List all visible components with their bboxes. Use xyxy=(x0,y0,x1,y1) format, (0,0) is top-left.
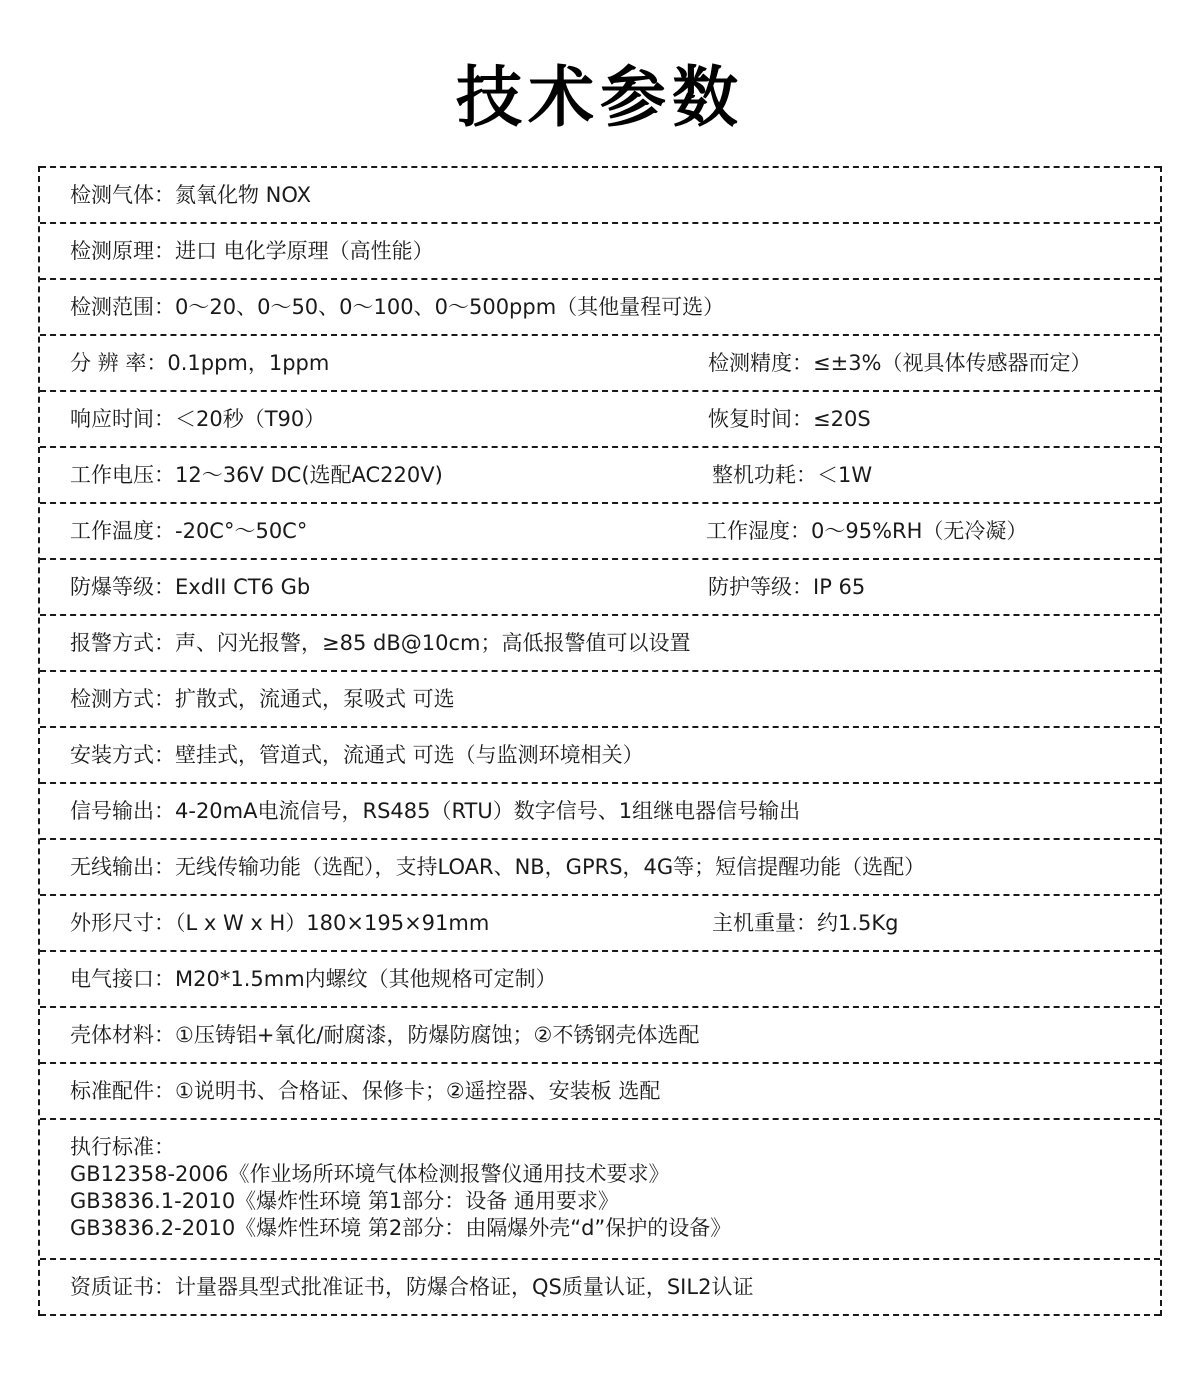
spec-table xyxy=(38,166,1162,1316)
spec-recovery-time: 恢复时间：≤20S xyxy=(708,407,871,431)
spec-resolution: 分 辨 率：0.1ppm，1ppm xyxy=(70,351,330,375)
page-title: 技术参数 xyxy=(456,59,744,136)
spec-detect-range: 检测范围：0～20、0～50、0～100、0～500ppm（其他量程可选） xyxy=(70,295,725,319)
spec-row xyxy=(40,1258,1160,1316)
spec-row xyxy=(40,950,1160,1006)
spec-row xyxy=(40,614,1160,670)
spec-row xyxy=(40,558,1160,614)
spec-row xyxy=(40,446,1160,502)
spec-row xyxy=(40,1062,1160,1118)
spec-row xyxy=(40,838,1160,894)
spec-response-time: 响应时间：＜20秒（T90） xyxy=(70,407,326,431)
spec-protection-grade: 防护等级：IP 65 xyxy=(708,575,866,599)
spec-explosion-grade: 防爆等级：ExdII CT6 Gb xyxy=(70,575,311,599)
spec-detect-principle: 检测原理：进口 电化学原理（高性能） xyxy=(70,239,434,263)
spec-weight: 主机重量：约1.5Kg xyxy=(712,911,899,935)
spec-power: 整机功耗：＜1W xyxy=(712,463,873,487)
spec-dimensions: 外形尺寸：（L x W x H）180×195×91mm xyxy=(70,911,490,935)
standards-line: GB3836.1-2010《爆炸性环境 第1部分：设备 通用要求》 xyxy=(70,1189,619,1213)
standards-label: 执行标准： xyxy=(70,1135,175,1159)
spec-standard-accessories: 标准配件：①说明书、合格证、保修卡；②遥控器、安装板 选配 xyxy=(70,1079,661,1103)
spec-row xyxy=(40,670,1160,726)
spec-wireless-output: 无线输出：无线传输功能（选配），支持LOAR、NB，GPRS，4G等；短信提醒功能（选配） xyxy=(70,855,926,879)
spec-alarm-mode: 报警方式：声、闪光报警，≥85 dB@10cm；高低报警值可以设置 xyxy=(70,631,691,655)
spec-detect-gas: 检测气体：氮氧化物 NOX xyxy=(70,183,311,207)
spec-install-mode: 安装方式：壁挂式，管道式，流通式 可选（与监测环境相关） xyxy=(70,743,644,767)
spec-housing-material: 壳体材料：①压铸铝+氧化/耐腐漆，防爆防腐蚀；②不锈钢壳体选配 xyxy=(70,1023,700,1047)
standards-block xyxy=(70,1134,731,1242)
spec-row xyxy=(40,726,1160,782)
spec-row xyxy=(40,894,1160,950)
spec-humidity: 工作湿度：0～95%RH（无冷凝） xyxy=(706,519,1028,543)
spec-row xyxy=(40,390,1160,446)
spec-row xyxy=(40,334,1160,390)
spec-signal-output: 信号输出：4-20mA电流信号，RS485（RTU）数字信号、1组继电器信号输出 xyxy=(70,799,801,823)
spec-electrical-interface: 电气接口：M20*1.5mm内螺纹（其他规格可定制） xyxy=(70,967,557,991)
spec-accuracy: 检测精度：≤±3%（视具体传感器而定） xyxy=(708,351,1092,375)
spec-temperature: 工作温度：-20C°～50C° xyxy=(70,519,308,543)
spec-row xyxy=(40,222,1160,278)
spec-voltage: 工作电压：12～36V DC(选配AC220V) xyxy=(70,463,443,487)
spec-row-standards xyxy=(40,1118,1160,1258)
standards-line: GB12358-2006《作业场所环境气体检测报警仪通用技术要求》 xyxy=(70,1162,670,1186)
spec-detect-mode: 检测方式：扩散式，流通式，泵吸式 可选 xyxy=(70,687,455,711)
spec-row xyxy=(40,502,1160,558)
spec-row xyxy=(40,1006,1160,1062)
spec-row xyxy=(40,278,1160,334)
spec-row xyxy=(40,782,1160,838)
spec-certificates: 资质证书：计量器具型式批准证书，防爆合格证，QS质量认证，SIL2认证 xyxy=(70,1275,754,1299)
standards-line: GB3836.2-2010《爆炸性环境 第2部分：由隔爆外壳“d”保护的设备》 xyxy=(70,1216,732,1240)
spec-row xyxy=(40,166,1160,222)
